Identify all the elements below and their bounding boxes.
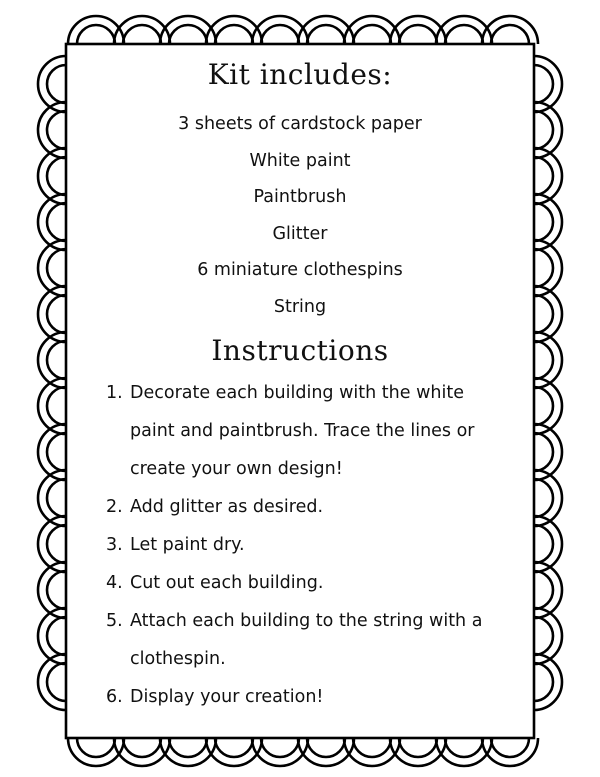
scallop-arc: [47, 111, 66, 149]
scallop-arc: [399, 25, 437, 44]
kit-item: White paint: [249, 150, 351, 171]
scallop-arc: [445, 738, 483, 757]
instruction-steps-list: [106, 374, 506, 716]
step-text: Let paint dry.: [130, 535, 245, 555]
kit-item: 3 sheets of cardstock paper: [178, 114, 422, 134]
step-text: Attach each building to the string with a clothespin.: [130, 611, 483, 669]
scallop-arc: [307, 738, 345, 757]
scallop-arc: [169, 25, 207, 44]
scallop-arc: [47, 65, 66, 103]
scallop-arc: [353, 25, 391, 44]
scallop-arc: [534, 663, 553, 701]
kit-item: String: [273, 296, 327, 317]
scallop-arc: [534, 295, 553, 333]
scallop-arc: [47, 479, 66, 517]
scallop-arc: [534, 111, 553, 149]
scallop-arc: [534, 157, 553, 195]
kit-items-list: [78, 106, 522, 325]
scallop-arc: [399, 738, 437, 757]
scallop-arc: [47, 203, 66, 241]
kit-item: 6 miniature clothespins: [197, 260, 403, 280]
scallop-arc: [445, 25, 483, 44]
instructions-heading: Instructions: [211, 334, 389, 367]
step-number: 4.: [106, 573, 123, 593]
scallop-arc: [47, 433, 66, 471]
scallop-arc: [47, 341, 66, 379]
scallop-arc: [169, 738, 207, 757]
scallop-arc: [47, 249, 66, 287]
step-number: 1.: [106, 383, 123, 403]
scallop-arc: [534, 387, 553, 425]
scallop-arc: [47, 617, 66, 655]
scallop-arc: [123, 25, 161, 44]
scallop-arc: [47, 157, 66, 195]
scallop-arc: [534, 65, 553, 103]
step-text: Decorate each building with the white paint and paintbrush. Trace the lines or create your own design!: [130, 383, 475, 479]
step-text: Display your creation!: [130, 687, 324, 707]
scallop-arc: [47, 525, 66, 563]
scallop-arc: [77, 25, 115, 44]
step-number: 3.: [106, 535, 123, 555]
scallop-arc: [353, 738, 391, 757]
scallop-arc: [534, 249, 553, 287]
scallop-arc: [261, 738, 299, 757]
step-number: 2.: [106, 497, 123, 517]
content-panel: [78, 52, 522, 732]
scallop-arc: [534, 479, 553, 517]
scallop-arc: [47, 387, 66, 425]
step-text: Cut out each building.: [130, 573, 324, 593]
scallop-arc: [123, 738, 161, 757]
kit-item: Glitter: [272, 223, 328, 244]
scallop-arc: [261, 25, 299, 44]
scallop-arc: [307, 25, 345, 44]
instruction-step: [106, 526, 506, 564]
scallop-arc: [491, 738, 529, 757]
scallop-arc: [534, 203, 553, 241]
scallop-arc: [47, 295, 66, 333]
step-number: 6.: [106, 687, 123, 707]
kit-item: Paintbrush: [253, 187, 347, 207]
scallop-arc: [534, 617, 553, 655]
instruction-step: [106, 678, 506, 716]
scallop-arc: [215, 25, 253, 44]
scallop-arc: [534, 341, 553, 379]
step-text: Add glitter as desired.: [130, 497, 324, 517]
scallop-arc: [534, 571, 553, 609]
scallop-arc: [215, 738, 253, 757]
instruction-step: [106, 488, 506, 526]
scallop-arc: [47, 571, 66, 609]
kit-includes-heading: Kit includes:: [207, 58, 393, 91]
scallop-arc: [534, 433, 553, 471]
scallop-arc: [534, 525, 553, 563]
instruction-step: [106, 374, 506, 488]
instruction-step: [106, 602, 506, 678]
scallop-arc: [47, 663, 66, 701]
scallop-arc: [77, 738, 115, 757]
scallop-arc: [491, 25, 529, 44]
step-number: 5.: [106, 611, 123, 631]
instruction-step: [106, 564, 506, 602]
